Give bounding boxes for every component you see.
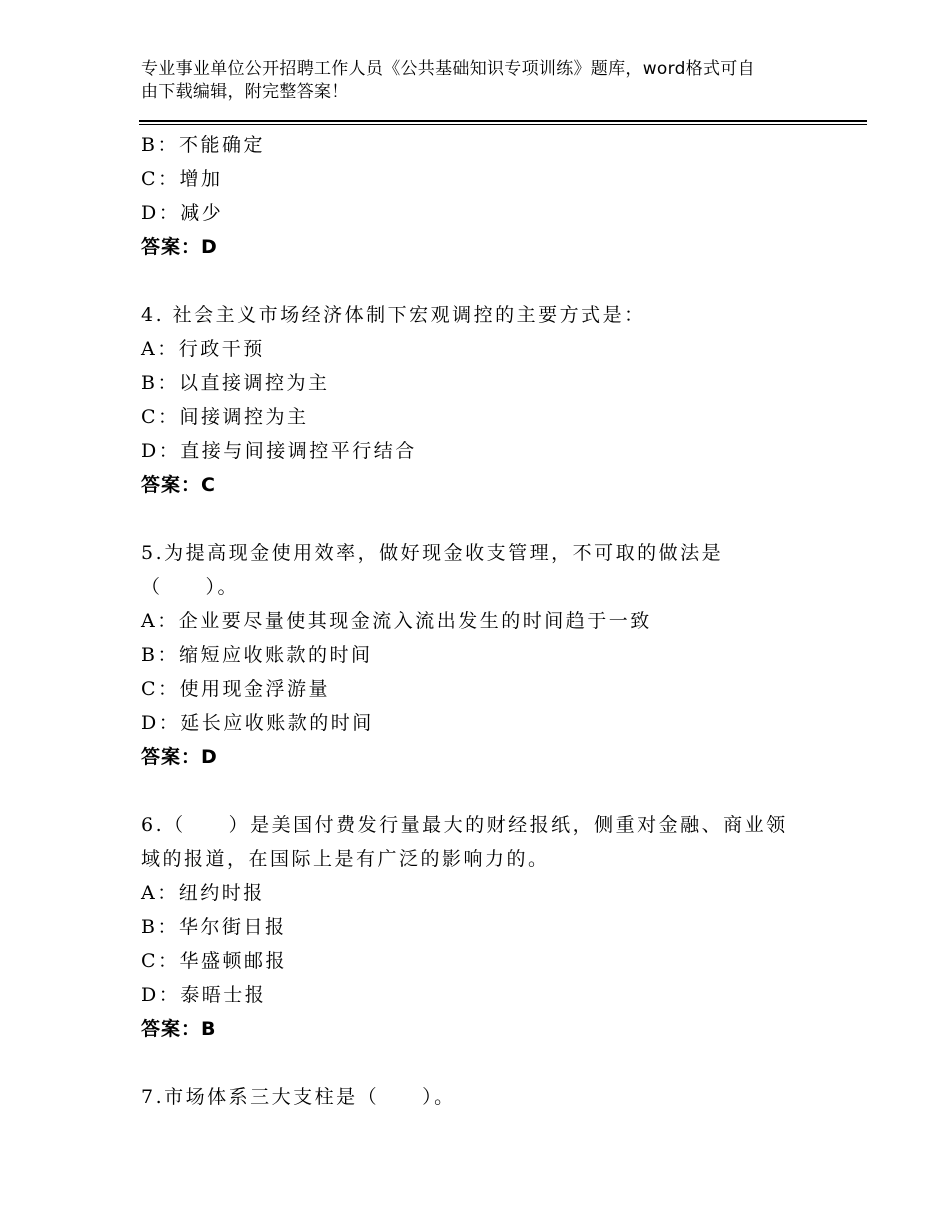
page-header [141, 58, 821, 104]
header-line-1: 专业事业单位公开招聘工作人员《公共基础知识专项训练》题库，word格式可自 [141, 59, 755, 79]
answer-line: 答案：B [141, 1018, 217, 1040]
option-b: B：缩短应收账款的时间 [141, 644, 373, 666]
question-6 [141, 808, 831, 1046]
option-d: D：减少 [141, 202, 224, 224]
option-c: C：间接调控为主 [141, 406, 309, 428]
option-a: A：纽约时报 [141, 882, 265, 904]
answer-line: 答案：C [141, 474, 216, 496]
option-a: A：行政干预 [141, 338, 265, 360]
question-stem: 5.为提高现金使用效率，做好现金收支管理，不可取的做法是 [141, 542, 724, 564]
header-rule-thin [139, 124, 867, 125]
question-3-continued [141, 128, 831, 264]
header-line-2: 由下载编辑，附完整答案！ [141, 82, 349, 102]
question-stem: 4. 社会主义市场经济体制下宏观调控的主要方式是： [141, 304, 646, 326]
option-d: D：延长应收账款的时间 [141, 712, 374, 734]
option-d: D：泰晤士报 [141, 984, 267, 1006]
question-stem-continued: 域的报道，在国际上是有广泛的影响力的。 [141, 848, 550, 870]
question-4 [141, 298, 831, 502]
option-b: B：不能确定 [141, 134, 265, 156]
option-a: A：企业要尽量使其现金流入流出发生的时间趋于一致 [141, 610, 652, 632]
option-c: C：使用现金浮游量 [141, 678, 331, 700]
option-b: B：以直接调控为主 [141, 372, 330, 394]
question-content [141, 128, 831, 1114]
question-7 [141, 1080, 831, 1114]
header-rule-thick [139, 120, 867, 122]
question-gap [141, 774, 831, 808]
option-c: C：增加 [141, 168, 223, 190]
question-gap [141, 1046, 831, 1080]
option-b: B：华尔街日报 [141, 916, 287, 938]
question-gap [141, 264, 831, 298]
question-gap [141, 502, 831, 536]
option-c: C：华盛顿邮报 [141, 950, 288, 972]
question-stem-continued: （ ）。 [141, 576, 240, 598]
answer-line: 答案：D [141, 746, 218, 768]
question-5 [141, 536, 831, 774]
question-stem: 6.（ ）是美国付费发行量最大的财经报纸，侧重对金融、商业领 [141, 814, 788, 836]
question-stem: 7.市场体系三大支柱是（ ）。 [141, 1086, 456, 1108]
option-d: D：直接与间接调控平行结合 [141, 440, 417, 462]
answer-line: 答案：D [141, 236, 218, 258]
